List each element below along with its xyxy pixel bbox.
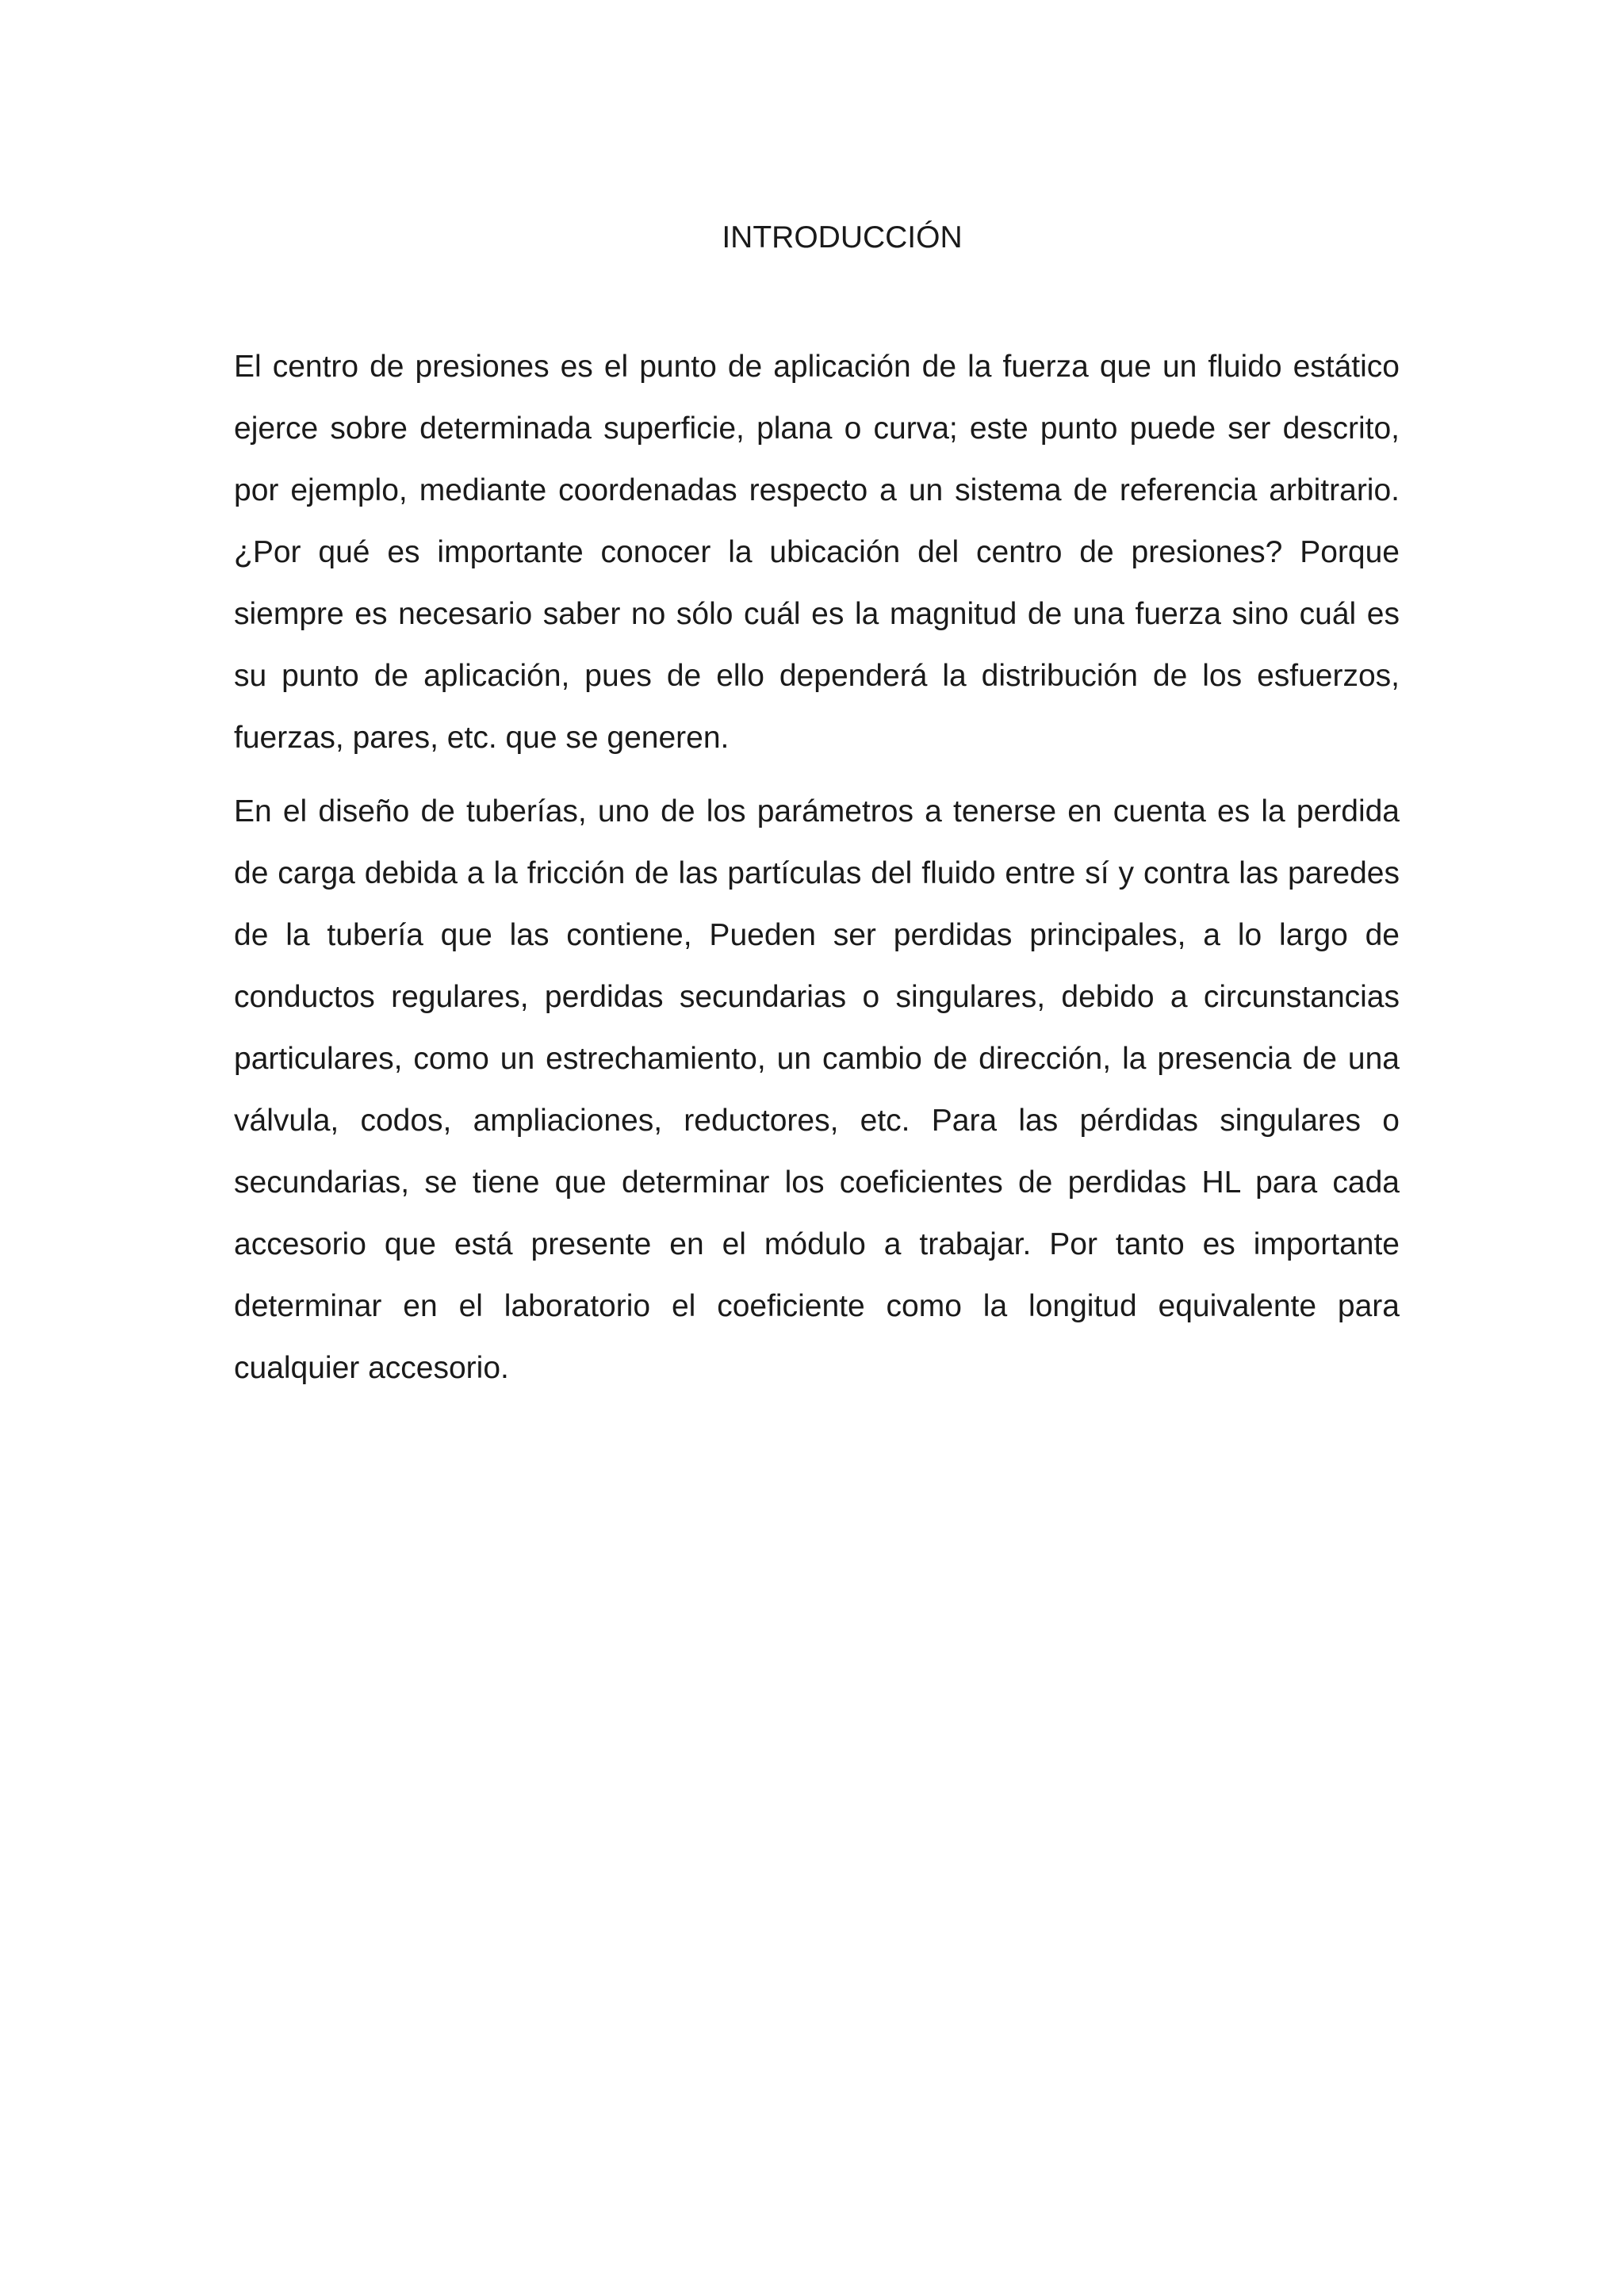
paragraph-pipe-design: En el diseño de tuberías, uno de los parámetros a tenerse en cuenta es la perdida de carga debida a la fricción de las partículas del fluido entre sí y contra las paredes de la tubería que las contiene, Pueden ser perdidas principales, a lo largo de conductos regulares, perdidas secundarias o singulares, debido a circunstancias particulares, como un estrechamiento, un cambio de dirección, la presencia de una válvula, codos, ampliaciones, reductores, etc. Para las pérdidas singulares o secundarias, se tiene que determinar los coeficientes de perdidas HL para cada accesorio que está presente en el módulo a trabajar. Por tanto es importante determinar en el laboratorio el coeficiente como la longitud equivalente para cualquier accesorio. [234,794,1400,1385]
page-title: INTRODUCCIÓN [722,220,963,254]
document-body [234,336,1400,1399]
paragraph-center-of-pressure: El centro de presiones es el punto de aplicación de la fuerza que un fluido estático ejerce sobre determinada superficie, plana o curva; este punto puede ser descrito, por ejemplo, mediante coordenadas respecto a un sistema de referencia arbitrario. ¿Por qué es importante conocer la ubicación del centro de presiones? Porque siempre es necesario saber no sólo cuál es la magnitud de una fuerza sino cuál es su punto de aplicación, pues de ello dependerá la distribución de los esfuerzos, fuerzas, pares, etc. que se generen. [234,350,1400,755]
